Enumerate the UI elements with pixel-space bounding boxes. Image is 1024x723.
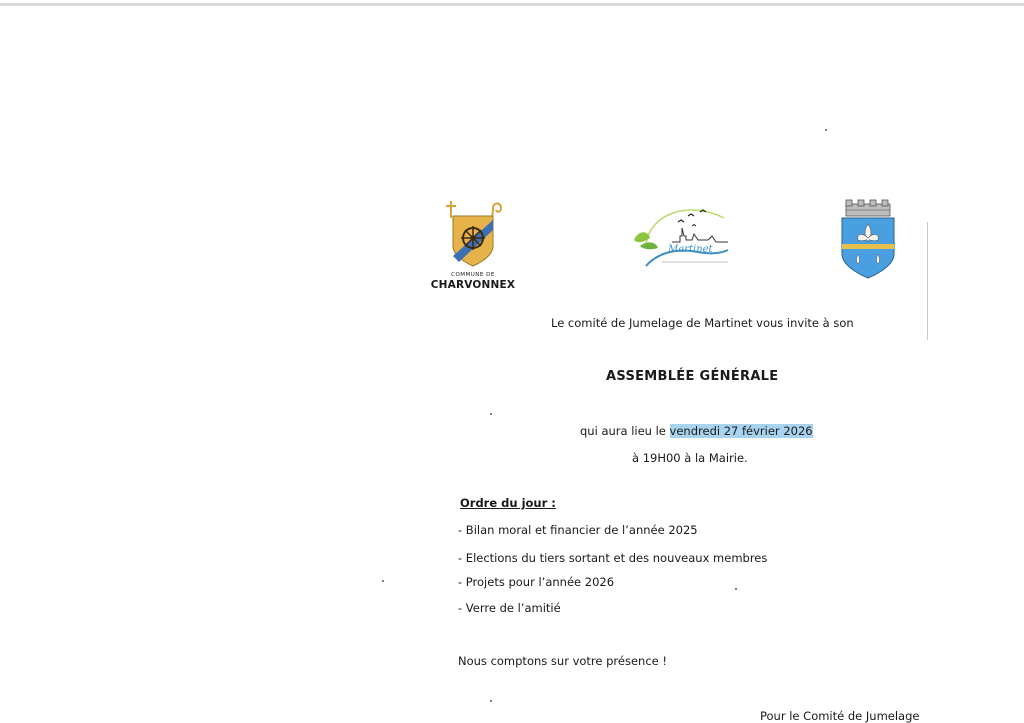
agenda-item: - Verre de l’amitié <box>458 601 561 615</box>
date-prefix: qui aura lieu le <box>580 424 670 438</box>
invitation-intro: Le comité de Jumelage de Martinet vous invite à son <box>551 316 854 330</box>
scan-speck <box>490 413 492 415</box>
charvonnex-coat-of-arms-icon <box>443 198 503 270</box>
scan-speck <box>382 580 384 582</box>
signature: Pour le Comité de Jumelage <box>760 709 920 723</box>
municipal-crest-icon <box>838 198 898 280</box>
scan-speck <box>490 700 492 702</box>
martinet-logo <box>628 200 736 272</box>
martinet-logo-icon <box>628 200 736 272</box>
martinet-wordmark: Martinet <box>668 244 713 255</box>
scan-speck <box>735 588 737 590</box>
event-date-line <box>580 424 813 438</box>
scan-fold-line <box>927 222 928 340</box>
event-date: vendredi 27 février 2026 <box>669 424 813 438</box>
closing-line: Nous comptons sur votre présence ! <box>458 654 668 668</box>
event-time-place: à 19H00 à la Mairie. <box>632 451 748 465</box>
agenda-item: - Projets pour l’année 2026 <box>458 575 615 589</box>
scan-top-edge <box>0 3 1024 6</box>
municipal-crest-logo <box>838 198 898 280</box>
agenda-item: - Elections du tiers sortant et des nouveaux membres <box>458 551 768 565</box>
agenda-title: Ordre du jour : <box>460 496 556 510</box>
commune-name: CHARVONNEX <box>430 279 516 291</box>
agenda-item: - Bilan moral et financier de l’année 2025 <box>458 523 698 537</box>
event-title: ASSEMBLÉE GÉNÉRALE <box>606 369 779 384</box>
commune-label: COMMUNE DE <box>451 272 495 278</box>
charvonnex-logo <box>428 198 518 293</box>
scan-speck <box>825 129 827 131</box>
